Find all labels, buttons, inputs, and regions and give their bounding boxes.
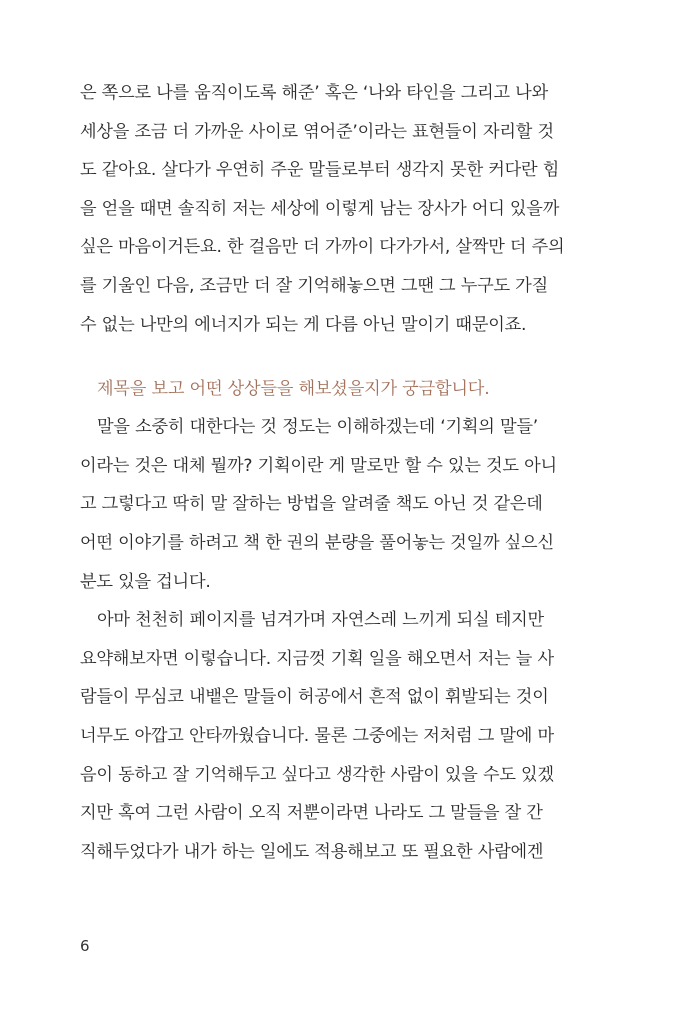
text-line: 세상을 조금 더 가까운 사이로 엮어준’이라는 표현들이 자리할 것 [80, 121, 554, 142]
text-line: 수 없는 나만의 에너지가 되는 게 다름 아닌 말이기 때문이죠. [80, 314, 527, 335]
text-line: 싶은 마음이거든요. 한 걸음만 더 가까이 다가가서, 살짝만 더 주의 [80, 237, 565, 258]
text-line: 아마 천천히 페이지를 넘겨가며 자연스레 느끼게 되실 테지만 [97, 610, 544, 631]
text-line: 를 기울인 다음, 조금만 더 잘 기억해놓으면 그땐 그 누구도 가질 [80, 275, 548, 296]
paragraph-spacer [80, 344, 615, 374]
text-line: 음이 동하고 잘 기억해두고 싶다고 생각한 사람이 있을 수도 있겠 [80, 764, 554, 785]
text-line: 요약해보자면 이렇습니다. 지금껏 기획 일을 해오면서 저는 늘 사 [80, 648, 554, 669]
text-line: 도 같아요. 살다가 우연히 주운 말들로부터 생각지 못한 커다란 힘 [80, 160, 560, 181]
text-line: 은 쪽으로 나를 움직이도록 해준’ 혹은 ‘나와 타인을 그리고 나와 [80, 83, 548, 103]
text-line: 말을 소중히 대한다는 것 정도는 이해하겠는데 ‘기획의 말들’ [97, 417, 539, 438]
text-line: 분도 있을 겁니다. [80, 571, 211, 592]
text-line: 지만 혹여 그런 사람이 오직 저뿐이라면 나라도 그 말들을 잘 간 [80, 803, 543, 824]
text-line: 직해두었다가 내가 하는 일에도 적용해보고 또 필요한 사람에겐 [80, 841, 544, 862]
text-line: 을 얻을 때면 솔직히 저는 세상에 이렇게 남는 장사가 어디 있을까 [80, 198, 560, 219]
book-page-body [80, 74, 615, 871]
paragraph-1 [80, 74, 615, 344]
text-line: 람들이 무심코 내뱉은 말들이 허공에서 흔적 없이 휘발되는 것이 [80, 687, 549, 708]
page-number: 6 [80, 937, 90, 955]
paragraph-2 [80, 408, 615, 601]
text-line: 고 그렇다고 딱히 말 잘하는 방법을 알려줄 책도 아닌 것 같은데 [80, 494, 543, 515]
text-line: 너무도 아깝고 안타까웠습니다. 물론 그중에는 저처럼 그 말에 마 [80, 725, 554, 746]
question-heading: 제목을 보고 어떤 상상들을 해보셨을지가 궁금합니다. [97, 379, 490, 400]
text-line: 어떤 이야기를 하려고 책 한 권의 분량을 풀어놓는 것일까 싶으신 [80, 532, 554, 553]
text-line: 이라는 것은 대체 뭘까? 기획이란 게 말로만 할 수 있는 것도 아니 [80, 455, 557, 476]
paragraph-3 [80, 601, 615, 871]
